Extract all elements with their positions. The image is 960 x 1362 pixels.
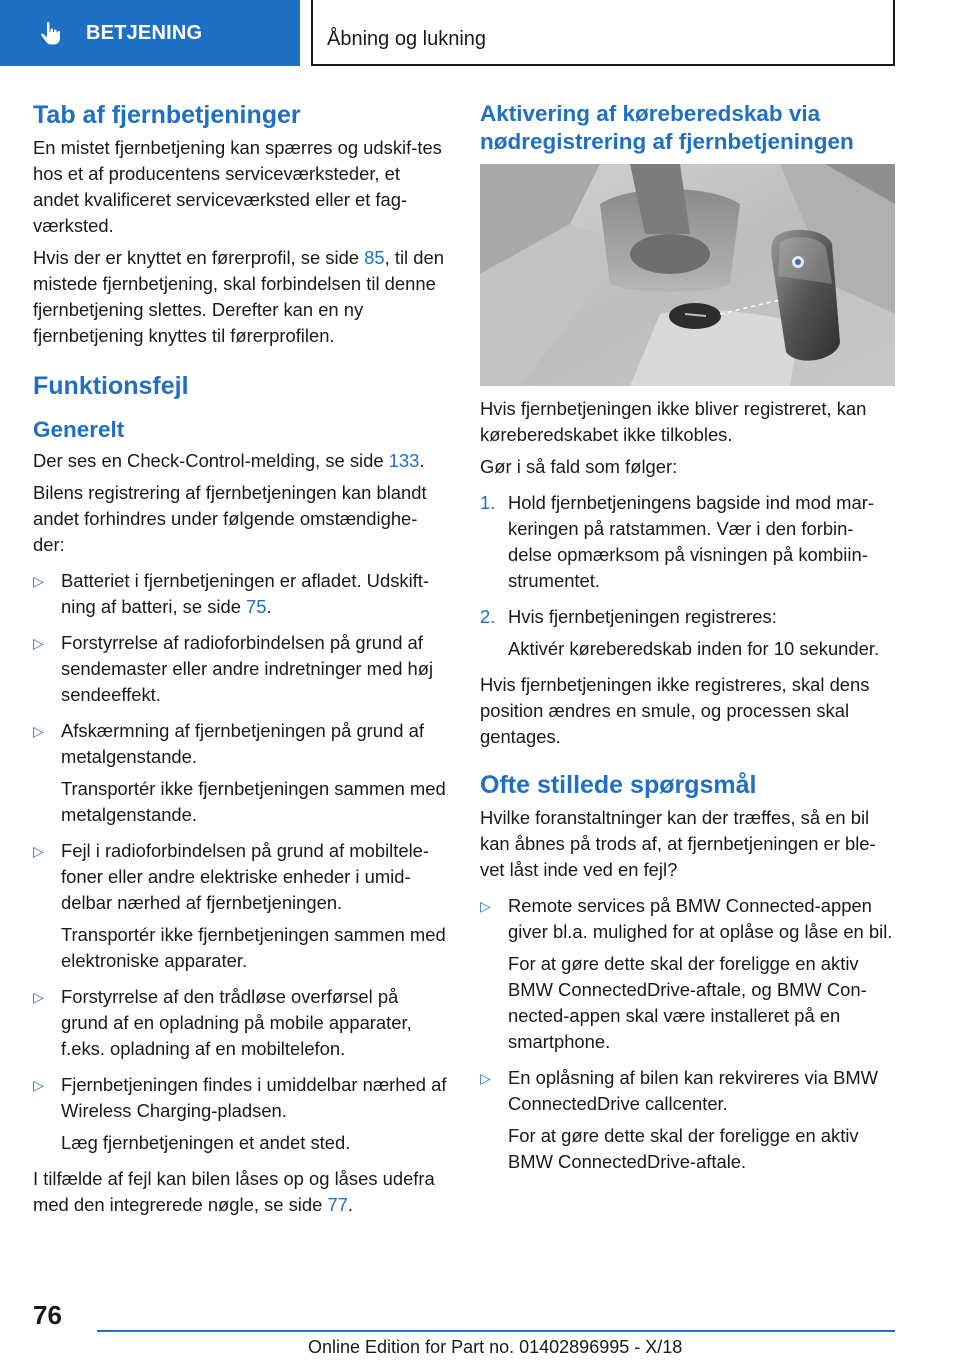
list-item [480, 893, 895, 1055]
text: Remote services på BMW Connected-appen giver bl.a. mulighed for at oplåse og låse en bil. [508, 895, 893, 942]
list-item-note: Transportér ikke fjernbetjeningen sammen med metalgenstande. [61, 778, 446, 825]
paragraph-general-1 [33, 448, 449, 474]
list-item [480, 604, 895, 662]
page-link-133[interactable]: 133 [388, 450, 420, 471]
text: , til den mistede fjernbetjening, skal forbindelsen til denne fjernbetjening slettes. Derefter kan en ny fjernbetjening knyttes til førerprofilen. [33, 247, 444, 346]
list-item [480, 490, 895, 594]
list-item [33, 718, 449, 828]
section-tab[interactable] [0, 0, 300, 66]
paragraph-not-detected: Hvis fjernbetjeningen ikke bliver registreret, kan køreberedskabet ikke tilkobles. [480, 398, 867, 445]
list-item [33, 630, 449, 708]
text: . [419, 450, 425, 471]
steering-column-photo [480, 164, 895, 386]
step-number: 1. [480, 492, 496, 513]
heading-lost-remote: Tab af fjernbetjeninger [33, 101, 301, 129]
paragraph-lost-1: En mistet fjernbetjening kan spærres og udskif-tes hos et af producentens serviceværksteder, et andet kvalificeret serviceværksted eller et fag-værksted. [33, 137, 442, 236]
fault-cause-list [33, 568, 449, 1156]
bullet-triangle-icon: ▷ [33, 573, 44, 589]
bullet-triangle-icon: ▷ [33, 843, 44, 859]
paragraph-lost-2 [33, 245, 449, 349]
page-link-85[interactable]: 85 [364, 247, 385, 268]
list-item [33, 838, 449, 974]
list-item-note: For at gøre dette skal der foreligge en aktiv BMW ConnectedDrive-aftale, og BMW Con-nected-appen skal være installeret på en smartphone. [508, 953, 867, 1052]
bullet-triangle-icon: ▷ [480, 898, 491, 914]
text: I tilfælde af fejl kan bilen låses op og låses udefra med den integrerede nøgle, se side [33, 1168, 435, 1215]
list-item-note: Aktivér køreberedskab inden for 10 sekunder. [508, 638, 880, 659]
chapter-title: Åbning og lukning [327, 28, 487, 50]
list-item [480, 1065, 895, 1175]
page-link-75[interactable]: 75 [246, 596, 267, 617]
list-item-note: Transportér ikke fjernbetjeningen sammen med elektroniske apparater. [61, 924, 446, 971]
paragraph-proceed: Gør i så fald som følger: [480, 456, 678, 477]
paragraph-reposition: Hvis fjernbetjeningen ikke registreres, skal dens position ændres en smule, og processen skal gentages. [480, 674, 870, 747]
heading-malfunction: Funktionsfejl [33, 372, 189, 400]
heading-emergency-detection: Aktivering af køreberedskab via nødregistrering af fjernbetjeningen [480, 101, 854, 154]
text: Fjernbetjeningen findes i umiddelbar nærhed af Wireless Charging-pladsen. [61, 1074, 447, 1121]
bullet-triangle-icon: ▷ [33, 635, 44, 651]
steps-list [480, 490, 895, 662]
edition-text: Online Edition for Part no. 01402896995 - X/18 [308, 1337, 683, 1357]
text: Forstyrrelse af radioforbindelsen på grund af sendemaster eller andre indretninger med høj sendeeffekt. [61, 632, 434, 705]
section-label: BETJENING [86, 21, 203, 44]
hand-pointer-icon [36, 18, 66, 48]
page-number: 76 [33, 1300, 62, 1330]
text: Hold fjernbetjeningens bagside ind mod mar-keringen på ratstammen. Vær i den forbin-delse opmærksom på visningen på kombiin-strumentet. [508, 492, 874, 591]
text: . [266, 596, 272, 617]
page-link-77[interactable]: 77 [327, 1194, 348, 1215]
list-item [33, 1072, 449, 1156]
chapter-header [311, 0, 895, 66]
list-item [33, 568, 449, 620]
text: En oplåsning af bilen kan rekvireres via BMW ConnectedDrive callcenter. [508, 1067, 879, 1114]
text: Hvis fjernbetjeningen registreres: [508, 606, 777, 627]
bullet-triangle-icon: ▷ [480, 1070, 491, 1086]
text: Hvis der er knyttet en førerprofil, se side [33, 247, 365, 268]
text: Afskærmning af fjernbetjeningen på grund af metalgenstande. [61, 720, 424, 767]
paragraph-faq-question: Hvilke foranstaltninger kan der træffes, så en bil kan åbnes på trods af, at fjernbetjeningen er ble-vet låst inde ved en fejl? [480, 807, 876, 880]
heading-faq: Ofte stillede spørgsmål [480, 771, 757, 799]
left-column [33, 100, 449, 1224]
bullet-triangle-icon: ▷ [33, 1077, 44, 1093]
text: . [347, 1194, 354, 1215]
faq-answer-list [480, 893, 895, 1175]
paragraph-integrated-key [33, 1166, 449, 1218]
bullet-triangle-icon: ▷ [33, 723, 44, 739]
list-item [33, 984, 449, 1062]
right-column [480, 100, 895, 1185]
paragraph-general-2: Bilens registrering af fjernbetjeningen kan blandt andet forhindres under følgende omstændighe-der: [33, 482, 427, 555]
text: Forstyrrelse af den trådløse overførsel på grund af en opladning på mobile apparater, f.eks. opladning af en mobiltelefon. [61, 986, 412, 1059]
footer-divider [97, 1330, 895, 1332]
step-number: 2. [480, 606, 496, 627]
bullet-triangle-icon: ▷ [33, 989, 44, 1005]
text: Der ses en Check-Control-melding, se side [33, 450, 389, 471]
heading-general: Generelt [33, 417, 125, 442]
text: Batteriet i fjernbetjeningen er afladet. Udskift-ning af batteri, se side [61, 570, 430, 617]
text: Fejl i radioforbindelsen på grund af mobiltele-foner eller andre elektriske enheder i umid-delbar nærhed af fjernbetjeningen. [61, 840, 430, 913]
list-item-note: Læg fjernbetjeningen et andet sted. [61, 1132, 351, 1153]
list-item-note: For at gøre dette skal der foreligge en aktiv BMW ConnectedDrive-aftale. [508, 1125, 859, 1172]
